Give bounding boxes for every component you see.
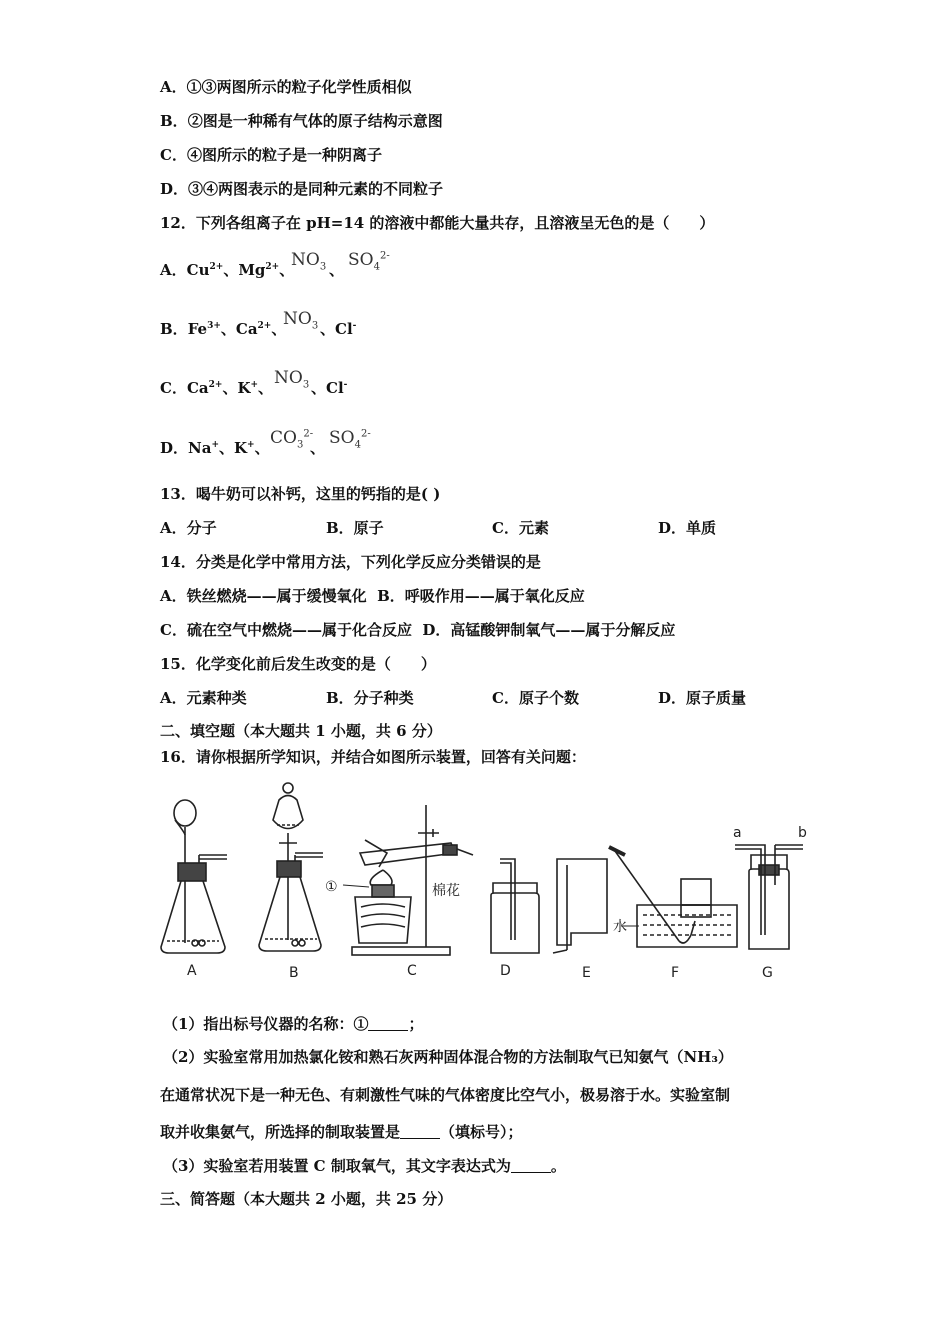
- q16-blank-3[interactable]: [511, 1158, 551, 1173]
- apparatus-a: [161, 800, 227, 953]
- q15-stem: 15．化学变化前后发生改变的是（ ）: [160, 655, 436, 673]
- q16-part-2-line2: 在通常状况下是一种无色、有刺激性气味的气体密度比空气小，极易溶于水。实验室制: [160, 1086, 731, 1104]
- q13-option-d: D．单质: [658, 519, 717, 537]
- q12-stem: 12．下列各组离子在 pH=14 的溶液中都能大量共存，且溶液呈无色的是（ ）: [160, 214, 715, 232]
- q12-a-nitrate: $NO_3$: [291, 250, 327, 273]
- q16-part-1: （1）指出标号仪器的名称：① ；: [163, 1015, 424, 1033]
- q14-option-d: D．高锰酸钾制氧气——属于分解反应: [422, 621, 676, 639]
- q13-stem: 13．喝牛奶可以补钙，这里的钙指的是( ): [160, 485, 441, 503]
- q11-option-c: C．④图所示的粒子是一种阴离子: [160, 146, 382, 164]
- q11-option-b: B．②图是一种稀有气体的原子结构示意图: [160, 112, 443, 130]
- q14-row2: [160, 620, 675, 640]
- q12-c-chloride: 、Cl-: [311, 379, 348, 397]
- fig-caption-g: G: [762, 965, 773, 981]
- apparatus-e: [553, 859, 607, 953]
- fig-water: 水: [613, 919, 627, 935]
- fig-label-a: a: [733, 825, 742, 841]
- q15-option-b: B．分子种类: [326, 689, 414, 707]
- q15-option-d: D．原子质量: [658, 689, 747, 707]
- apparatus-b: [259, 783, 323, 951]
- fig-caption-b: B: [289, 965, 299, 981]
- q16-blank-1[interactable]: [368, 1016, 408, 1031]
- fig-caption-a: A: [187, 963, 197, 979]
- q12-b-nitrate: $NO_3$: [283, 309, 319, 332]
- q15-option-a: A．元素种类: [160, 689, 247, 707]
- q14-stem: 14．分类是化学中常用方法，下列化学反应分类错误的是: [160, 553, 541, 571]
- q12-d-sep: 、: [310, 439, 326, 457]
- q12-b-chloride: 、Cl-: [320, 320, 357, 338]
- q13-options: [160, 518, 716, 538]
- q12-option-a: A．$Cu^{2+}$、$Mg^{2+}$、: [160, 261, 295, 279]
- fig-label-b: b: [798, 825, 807, 841]
- q14-option-b: B．呼吸作用——属于氧化反应: [377, 587, 585, 605]
- q13-option-b: B．原子: [326, 519, 384, 537]
- q16-part-2-line3: 取并收集氨气，所选择的制取装置是 （填标号）；: [160, 1123, 523, 1141]
- q11-option-d: D．③④两图表示的是同种元素的不同粒子: [160, 180, 444, 198]
- apparatus-g: [735, 845, 803, 949]
- fig-caption-c: C: [407, 963, 417, 979]
- q16-blank-2[interactable]: [400, 1124, 440, 1139]
- q12-option-b: B．$Fe^{3+}$、$Ca^{2+}$、: [160, 320, 287, 338]
- section-3-heading: 三、简答题（本大题共 2 小题，共 25 分）: [160, 1190, 453, 1208]
- q15-options: [160, 688, 746, 708]
- fig-caption-f: F: [671, 965, 680, 981]
- q12-option-d: D．Na+、K+、: [160, 439, 270, 457]
- q12-c-nitrate: $NO_3$: [274, 368, 310, 391]
- fig-caption-e: E: [582, 965, 591, 981]
- q16-stem: 16．请你根据所学知识，并结合如图所示装置，回答有关问题：: [160, 748, 586, 766]
- section-2-heading: 二、填空题（本大题共 1 小题，共 6 分）: [160, 722, 442, 740]
- q16-part-3: （3）实验室若用装置 C 制取氧气，其文字表达式为 。: [163, 1157, 566, 1175]
- fig-mark-1: ①: [325, 879, 338, 895]
- q14-option-c: C．硫在空气中燃烧——属于化合反应: [160, 621, 412, 639]
- q13-option-a: A．分子: [160, 519, 217, 537]
- apparatus-figure: [155, 775, 815, 990]
- q15-option-c: C．原子个数: [492, 689, 579, 707]
- apparatus-f: [609, 847, 737, 947]
- q14-option-a: A．铁丝燃烧——属于缓慢氧化: [160, 587, 367, 605]
- q11-option-a: A．①③两图所示的粒子化学性质相似: [160, 78, 412, 96]
- q12-option-c: C．$Ca^{2+}$、K+、: [160, 379, 274, 397]
- q12-d-sulfate: $SO_4^{2-}$: [329, 428, 371, 451]
- fig-caption-d: D: [500, 963, 511, 979]
- q12-a-sep: 、: [329, 261, 345, 279]
- q13-option-c: C．元素: [492, 519, 549, 537]
- q12-a-sulfate: $SO_4^{2-}$: [348, 250, 390, 273]
- apparatus-d: [491, 859, 539, 953]
- q12-d-carbonate: $CO_3^{2-}$: [270, 428, 314, 451]
- fig-cotton: 棉花: [432, 883, 460, 899]
- apparatus-c: [343, 805, 473, 955]
- q16-part-2-line1: （2）实验室常用加热氯化铵和熟石灰两种固体混合物的方法制取气已知氨气（NH₃）: [163, 1048, 733, 1066]
- q14-row1: [160, 586, 585, 606]
